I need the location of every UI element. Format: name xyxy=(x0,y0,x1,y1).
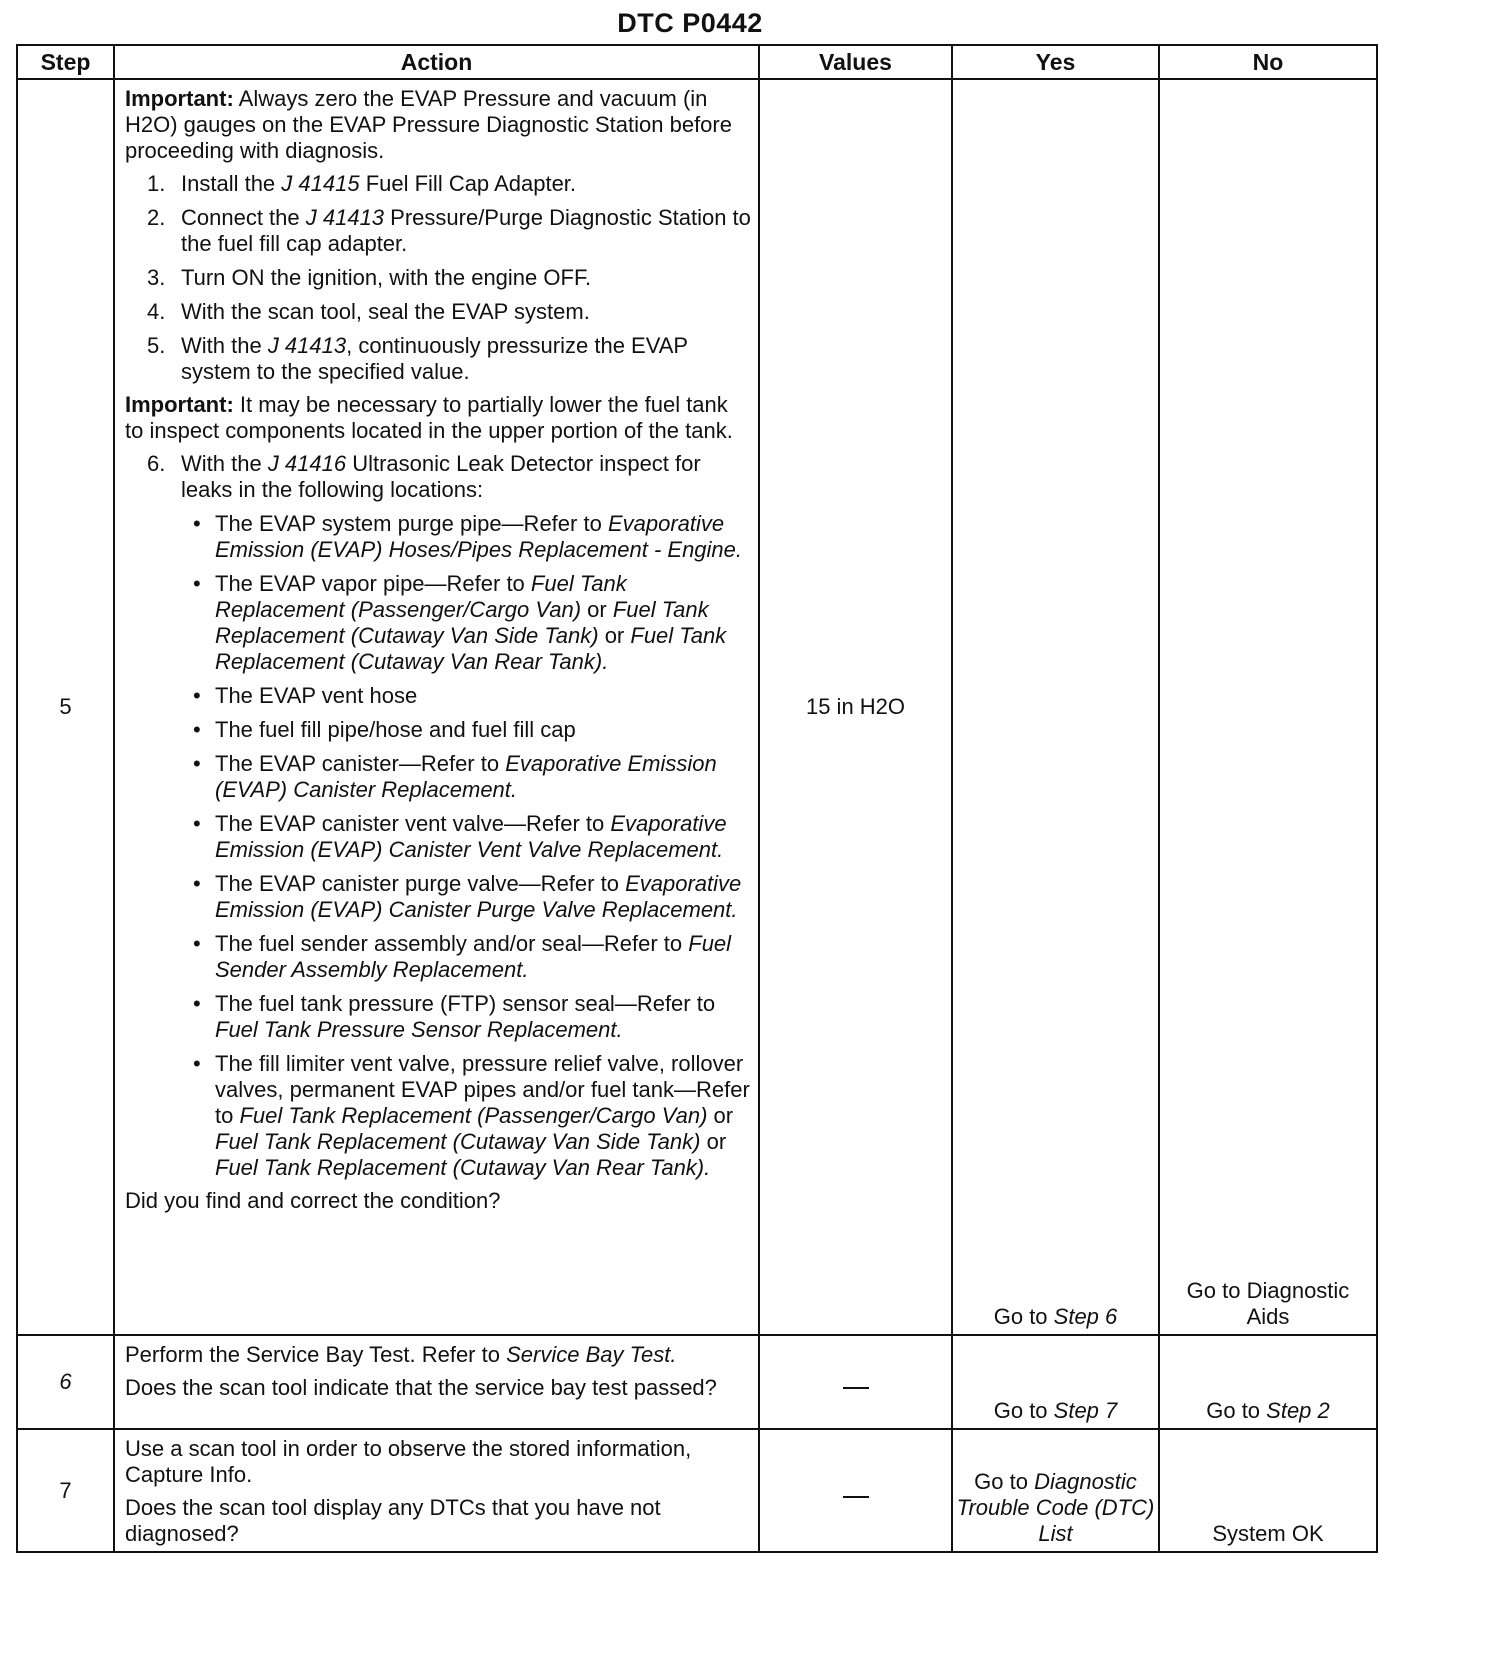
reference-link: Evaporative Emission (EVAP) Hoses/Pipes Replacement - Engine. xyxy=(215,511,743,562)
important-text: It may be necessary to partially lower the fuel tank to inspect components located in the upper portion of the tank. xyxy=(125,392,733,443)
item-text: or xyxy=(581,597,613,622)
no-text: Go to xyxy=(1206,1398,1267,1423)
step-text: With the xyxy=(181,451,268,476)
procedure-step xyxy=(125,205,752,257)
list-item xyxy=(181,871,752,923)
reference-link: Fuel Tank Replacement (Cutaway Van Rear Tank). xyxy=(215,1155,711,1180)
item-text: or xyxy=(707,1103,734,1128)
list-item xyxy=(181,751,752,803)
procedure-step xyxy=(125,333,752,385)
step-text: Connect the xyxy=(181,205,306,230)
dash-mark xyxy=(843,1387,869,1389)
dash-mark xyxy=(843,1496,869,1498)
step-number: 6 xyxy=(17,1335,114,1429)
step-num: 1. xyxy=(147,171,166,196)
no-cell xyxy=(1159,1335,1377,1429)
step-link: Step 2 xyxy=(1266,1398,1330,1423)
item-text: The EVAP canister—Refer to xyxy=(215,751,506,776)
step-num: 5. xyxy=(147,333,166,358)
step-text: With the scan tool, seal the EVAP system. xyxy=(181,299,590,324)
reference-link: Service Bay Test. xyxy=(506,1342,677,1367)
step-number: 5 xyxy=(17,79,114,1335)
header-yes: Yes xyxy=(952,45,1159,79)
question-text: Did you find and correct the condition? xyxy=(125,1188,501,1213)
list-item xyxy=(181,931,752,983)
reference-link: Fuel Tank Pressure Sensor Replacement. xyxy=(215,1017,623,1042)
page-title: DTC P0442 xyxy=(617,8,763,38)
yes-cell xyxy=(952,79,1159,1335)
important-note xyxy=(125,86,752,164)
question-text: Does the scan tool indicate that the service bay test passed? xyxy=(125,1375,717,1400)
action-cell xyxy=(114,1335,759,1429)
item-text: The EVAP canister vent valve—Refer to xyxy=(215,811,611,836)
reference-link: Fuel Tank Replacement (Cutaway Van Side Tank) xyxy=(215,597,709,648)
no-cell: System OK xyxy=(1159,1429,1377,1552)
item-text: The EVAP canister purge valve—Refer to xyxy=(215,871,626,896)
reference-link: Evaporative Emission (EVAP) Canister Purge Valve Replacement. xyxy=(215,871,742,922)
reference-link: Evaporative Emission (EVAP) Canister Vent Valve Replacement. xyxy=(215,811,727,862)
yes-cell xyxy=(952,1335,1159,1429)
step-link: Step 7 xyxy=(1053,1398,1118,1423)
header-action: Action xyxy=(114,45,759,79)
list-item xyxy=(181,717,752,743)
action-text xyxy=(125,1342,752,1368)
action-line: Perform the Service Bay Test. Refer to xyxy=(125,1342,507,1367)
diagnostic-table xyxy=(16,44,1378,1553)
reference-link: Fuel Sender Assembly Replacement. xyxy=(215,931,732,982)
list-item xyxy=(181,811,752,863)
important-note xyxy=(125,392,752,444)
list-item xyxy=(181,511,752,563)
item-text: or xyxy=(598,623,631,648)
table-row-step-7 xyxy=(17,1429,1377,1552)
reference-link: Fuel Tank Replacement (Cutaway Van Rear Tank). xyxy=(215,623,727,674)
step-num: 3. xyxy=(147,265,166,290)
header-no: No xyxy=(1159,45,1377,79)
step-num: 2. xyxy=(147,205,166,230)
header-values: Values xyxy=(759,45,952,79)
important-label: Important: xyxy=(125,392,234,417)
reference-link: Evaporative Emission (EVAP) Canister Replacement. xyxy=(215,751,717,802)
item-text: The EVAP vapor pipe—Refer to xyxy=(215,571,531,596)
step-text: , continuously pressurize the EVAP system to the specified value. xyxy=(181,333,688,384)
header-row xyxy=(17,45,1377,79)
tool-ref: J 41413 xyxy=(305,205,385,230)
list-item xyxy=(181,991,752,1043)
table-row-step-6 xyxy=(17,1335,1377,1429)
leak-location-list xyxy=(181,511,752,1181)
procedure-step xyxy=(125,299,752,325)
tool-ref: J 41415 xyxy=(281,171,360,196)
reference-link: Fuel Tank Replacement (Passenger/Cargo Van) xyxy=(215,571,627,622)
step-num: 6. xyxy=(147,451,166,476)
tool-ref: J 41413 xyxy=(267,333,347,358)
question-text: Does the scan tool display any DTCs that you have not diagnosed? xyxy=(125,1495,661,1546)
header-step: Step xyxy=(17,45,114,79)
yes-text: Go to xyxy=(993,1304,1054,1329)
procedure-list xyxy=(125,451,752,1181)
step-num: 4. xyxy=(147,299,166,324)
step-text: Install the xyxy=(181,171,282,196)
procedure-step xyxy=(125,171,752,197)
step-text: Fuel Fill Cap Adapter. xyxy=(359,171,577,196)
reference-link: Fuel Tank Replacement (Cutaway Van Side Tank) xyxy=(215,1129,701,1154)
tool-ref: J 41416 xyxy=(267,451,347,476)
step-text: With the xyxy=(181,333,268,358)
reference-link: Diagnostic Trouble Code (DTC) List xyxy=(956,1469,1155,1546)
item-text: The EVAP vent hose xyxy=(215,683,418,708)
value-cell xyxy=(759,1429,952,1552)
item-text: The fill limiter vent valve, pressure relief valve, rollover valves, permanent EVAP pipes and/or fuel tank—Refer to xyxy=(215,1051,750,1128)
no-text: Go to Diagnostic Aids xyxy=(1186,1278,1350,1329)
procedure-list xyxy=(125,171,752,385)
yes-text: Go to xyxy=(974,1469,1035,1494)
table-row-step-5 xyxy=(17,79,1377,1335)
yes-text: Go to xyxy=(993,1398,1054,1423)
step-text: Ultrasonic Leak Detector inspect for leaks in the following locations: xyxy=(181,451,701,502)
yes-cell xyxy=(952,1429,1159,1552)
step-number: 7 xyxy=(17,1429,114,1552)
no-cell xyxy=(1159,79,1377,1335)
item-text: or xyxy=(700,1129,727,1154)
important-label: Important: xyxy=(125,86,234,111)
action-text: Use a scan tool in order to observe the stored information, Capture Info. xyxy=(125,1436,692,1487)
important-text: Always zero the EVAP Pressure and vacuum (in H2O) gauges on the EVAP Pressure Diagnostic Station before proceeding with diagnosis. xyxy=(125,86,732,163)
item-text: The fuel tank pressure (FTP) sensor seal—Refer to xyxy=(215,991,716,1016)
action-cell xyxy=(114,79,759,1335)
list-item xyxy=(181,1051,752,1181)
value-cell: 15 in H2O xyxy=(759,79,952,1335)
list-item xyxy=(181,571,752,675)
item-text: The fuel sender assembly and/or seal—Refer to xyxy=(215,931,689,956)
list-item xyxy=(181,683,752,709)
action-cell xyxy=(114,1429,759,1552)
item-text: The EVAP system purge pipe—Refer to xyxy=(215,511,608,536)
reference-link: Fuel Tank Replacement (Passenger/Cargo Van) xyxy=(239,1103,708,1128)
value-cell xyxy=(759,1335,952,1429)
procedure-step xyxy=(125,265,752,291)
procedure-step xyxy=(125,451,752,1181)
item-text: The fuel fill pipe/hose and fuel fill cap xyxy=(215,717,576,742)
step-text: Turn ON the ignition, with the engine OFF. xyxy=(181,265,592,290)
step-link: Step 6 xyxy=(1053,1304,1118,1329)
step-text: Pressure/Purge Diagnostic Station to the fuel fill cap adapter. xyxy=(181,205,751,256)
